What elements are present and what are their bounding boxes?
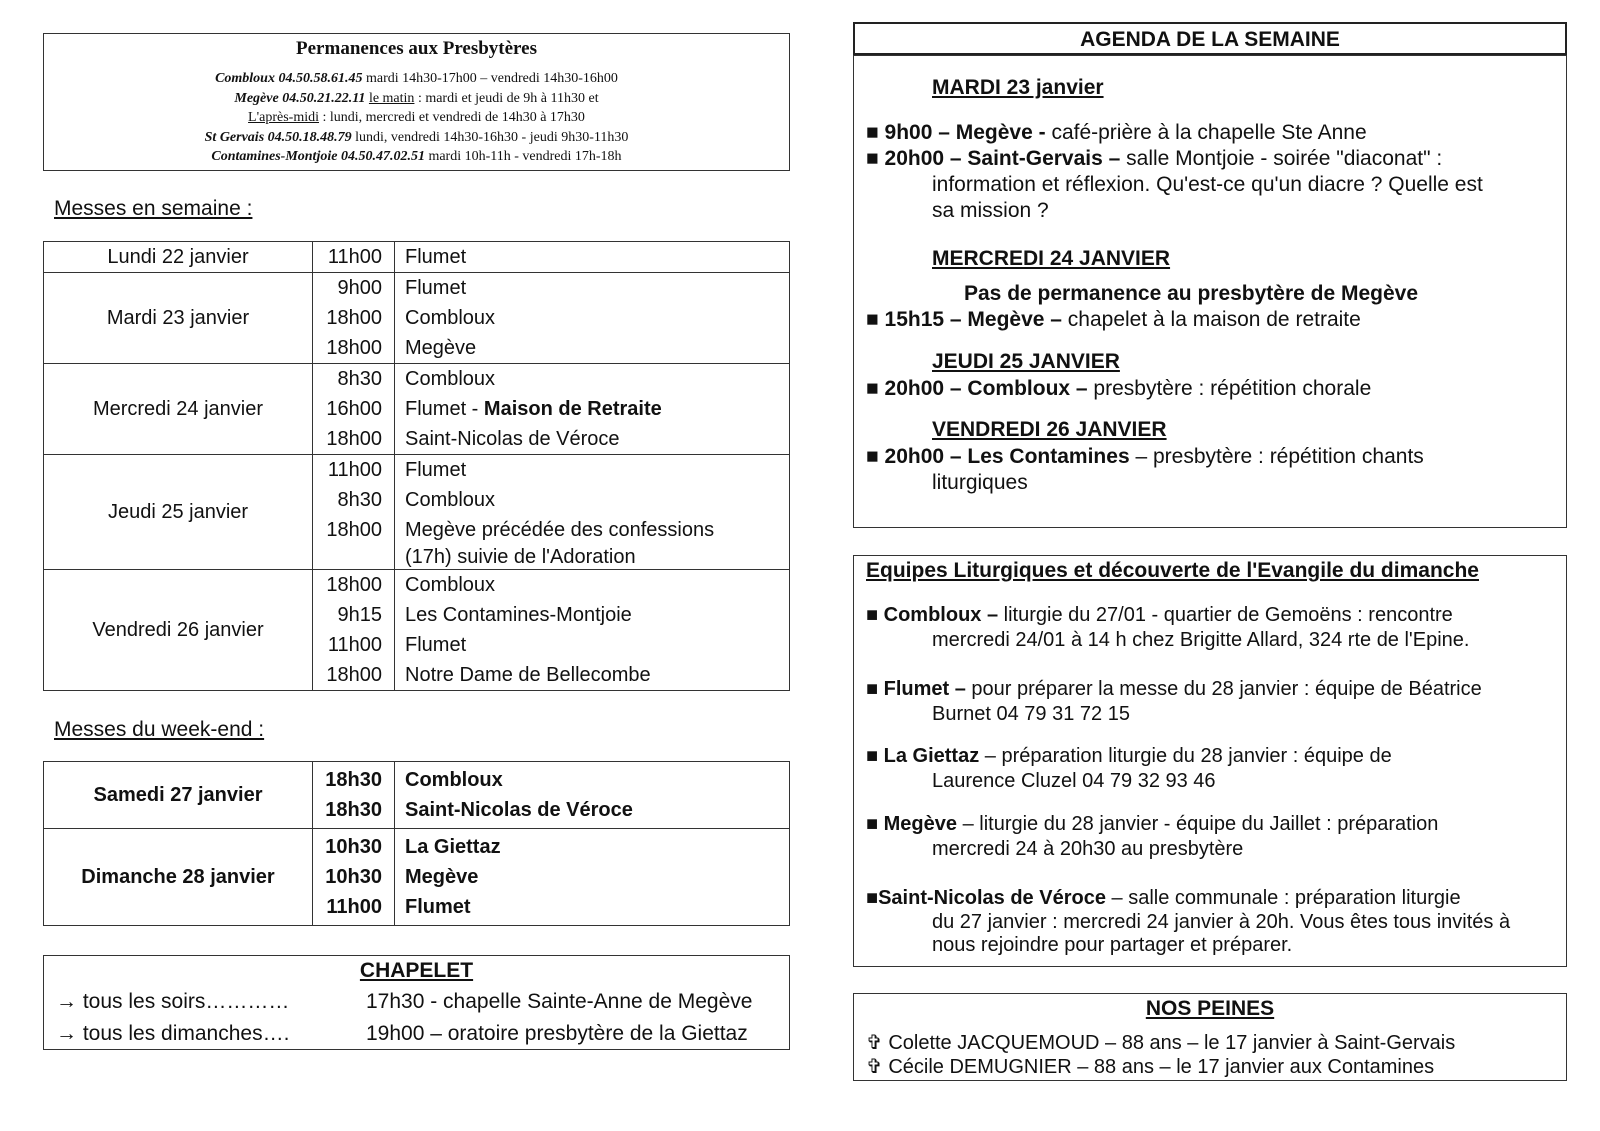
weekday-masses-heading: Messes en semaine : [54, 197, 253, 220]
day-cell: Vendredi 26 janvier [44, 570, 313, 691]
permanence-line [44, 108, 789, 128]
times-cell [313, 455, 395, 570]
permanences-box [43, 33, 790, 171]
agenda-day-heading: JEUDI 25 JANVIER [932, 350, 1120, 373]
mass-place: Combloux [405, 574, 496, 596]
agenda-entry-continued: liturgiques [932, 471, 1028, 494]
equipe-parish: ■Saint-Nicolas de Véroce [866, 887, 1106, 909]
peines-title: NOS PEINES [1145, 997, 1275, 1020]
agenda-day-heading: MARDI 23 janvier [932, 76, 1104, 99]
mass-place: Combloux [405, 769, 503, 791]
agenda-entry [866, 147, 1442, 171]
mass-time: 9h15 [337, 604, 382, 626]
equipe-item [866, 604, 1453, 627]
equipe-item-continued: mercredi 24/01 à 14 h chez Brigitte Allard, 324 rte de l'Epine. [932, 629, 1470, 651]
chapelet-title: CHAPELET [359, 959, 474, 982]
peine-item: ✞ Cécile DEMUGNIER – 88 ans – le 17 janvier aux Contamines [866, 1056, 1435, 1078]
mass-place: Megève précédée des confessions [405, 519, 715, 541]
mass-place-continued: (17h) suivie de l'Adoration [405, 546, 636, 568]
places-cell [395, 570, 790, 691]
agenda-entry [866, 377, 1371, 401]
places-cell [395, 762, 790, 829]
agenda-entry-time: ■ 20h00 – Combloux – [866, 377, 1088, 400]
mass-time: 18h00 [326, 664, 382, 686]
equipe-parish: ■ Combloux – [866, 604, 999, 626]
mass-place: Flumet [405, 277, 467, 299]
equipe-item-continued: nous rejoindre pour partager et préparer. [932, 934, 1293, 956]
table-row [44, 570, 790, 691]
parish-phone: 04.50.58.61.45 [278, 71, 363, 86]
parish-phone: 04.50.21.22.11 [282, 90, 366, 106]
permanence-hours: mardi 14h30-17h00 – vendredi 14h30-16h00 [362, 71, 618, 86]
weekend-masses-table [43, 761, 790, 926]
agenda-entry [866, 445, 1424, 469]
equipe-item [866, 745, 1392, 768]
day-cell: Lundi 22 janvier [44, 242, 313, 273]
chapelet-when: → tous les dimanches…. [56, 1022, 290, 1045]
agenda-title: AGENDA DE LA SEMAINE [853, 22, 1567, 55]
agenda-entry-text: café-prière à la chapelle Ste Anne [1045, 121, 1367, 144]
mass-place: La Giettaz [405, 836, 501, 858]
equipe-text: liturgie du 27/01 - quartier de Gemoëns : rencontre [998, 604, 1453, 626]
agenda-entry-time: ■ 15h15 – Megève – [866, 308, 1062, 331]
agenda-entry-continued: sa mission ? [932, 199, 1049, 222]
chapelet-when: → tous les soirs………… [56, 990, 290, 1013]
equipe-text: – liturgie du 28 janvier - équipe du Jaillet : préparation [957, 813, 1439, 835]
mass-place: Flumet [405, 896, 471, 918]
chapelet-what: 17h30 - chapelle Sainte-Anne de Megève [366, 990, 753, 1013]
times-cell [313, 762, 395, 829]
permanence-period: L'après-midi [248, 110, 319, 125]
permanence-hours: lundi, vendredi 14h30-16h30 - jeudi 9h30-11h30 [351, 129, 629, 145]
agenda-entry [866, 121, 1367, 145]
agenda-entry-time: ■ 20h00 – Saint-Gervais – [866, 147, 1121, 170]
peines-box [853, 993, 1567, 1081]
mass-time: 8h30 [337, 489, 382, 511]
mass-place [405, 394, 789, 424]
equipe-text: – salle communale : préparation liturgie [1105, 887, 1461, 909]
times-cell [313, 829, 395, 926]
equipe-text: pour préparer la messe du 28 janvier : équipe de Béatrice [965, 678, 1482, 700]
mass-time: 11h00 [326, 896, 382, 918]
times-cell [313, 364, 395, 455]
places-cell [395, 364, 790, 455]
mass-time: 10h30 [325, 866, 382, 888]
mass-place: Flumet [405, 634, 467, 656]
permanence-line [44, 147, 789, 167]
mass-place: Combloux [405, 307, 496, 329]
equipe-item [866, 887, 1461, 910]
mass-place: Combloux [405, 489, 496, 511]
mass-time: 18h00 [326, 337, 382, 359]
mass-place: Flumet [405, 246, 467, 268]
table-row [44, 455, 790, 570]
chapelet-what: 19h00 – oratoire presbytère de la Giettaz [366, 1022, 748, 1045]
mass-time: 11h00 [327, 246, 382, 268]
mass-time: 9h00 [337, 277, 382, 299]
mass-place-bold: Maison de Retraite [483, 398, 662, 420]
day-cell: Mardi 23 janvier [44, 273, 313, 364]
mass-place: Flumet [405, 459, 467, 481]
permanence-hours: : mardi et jeudi de 9h à 11h30 et [414, 90, 599, 106]
mass-time: 18h00 [326, 428, 382, 450]
equipe-parish: ■ Megève [866, 813, 958, 835]
mass-time: 10h30 [325, 836, 382, 858]
agenda-entry-text: presbytère : répétition chorale [1087, 377, 1372, 400]
mass-place: Saint-Nicolas de Véroce [405, 799, 633, 821]
parish-phone: 04.50.47.02.51 [340, 149, 425, 164]
mass-place: Megève [405, 337, 477, 359]
mass-place: Saint-Nicolas de Véroce [405, 428, 620, 450]
agenda-entry-text: – presbytère : répétition chants [1129, 445, 1424, 468]
table-row [44, 273, 790, 364]
day-cell: Mercredi 24 janvier [44, 364, 313, 455]
permanence-line [44, 128, 789, 148]
agenda-day-heading: VENDREDI 26 JANVIER [932, 418, 1167, 441]
equipe-item-continued: Laurence Cluzel 04 79 32 93 46 [932, 770, 1216, 792]
equipe-parish: ■ Flumet – [866, 678, 966, 700]
mass-place: Megève [405, 866, 479, 888]
mass-time: 8h30 [337, 368, 382, 390]
times-cell [313, 273, 395, 364]
mass-time: 11h00 [327, 459, 382, 481]
agenda-entry-continued: information et réflexion. Qu'est-ce qu'un diacre ? Quelle est [932, 173, 1483, 196]
mass-time: 11h00 [327, 634, 382, 656]
mass-time: 18h30 [325, 769, 382, 791]
mass-place: Les Contamines-Montjoie [405, 604, 632, 626]
table-row [44, 762, 790, 829]
chapelet-box [43, 955, 790, 1050]
mass-time: 18h00 [326, 307, 382, 329]
places-cell [395, 455, 790, 570]
equipe-item [866, 813, 1438, 836]
day-cell: Samedi 27 janvier [44, 762, 313, 829]
mass-place: Notre Dame de Bellecombe [405, 664, 651, 686]
equipe-item-continued: mercredi 24 à 20h30 au presbytère [932, 838, 1244, 860]
times-cell [313, 242, 395, 273]
equipes-title: Equipes Liturgiques et découverte de l'Evangile du dimanche [866, 559, 1479, 582]
mass-time: 18h00 [326, 519, 382, 541]
places-cell [395, 273, 790, 364]
permanences-title: Permanences aux Presbytères [296, 38, 537, 59]
agenda-day-heading: MERCREDI 24 JANVIER [932, 247, 1171, 270]
equipe-item-continued: du 27 janvier : mercredi 24 janvier à 20h. Vous êtes tous invités à [932, 911, 1511, 933]
day-cell: Dimanche 28 janvier [44, 829, 313, 926]
equipe-item [866, 678, 1482, 701]
permanence-hours: mardi 10h-11h - vendredi 17h-18h [424, 149, 622, 164]
equipe-text: – préparation liturgie du 28 janvier : équipe de [979, 745, 1392, 767]
agenda-entry-time: ■ 9h00 – Megève - [866, 121, 1046, 144]
day-cell: Jeudi 25 janvier [44, 455, 313, 570]
permanence-period: le matin [368, 90, 415, 106]
mass-time: 16h00 [326, 398, 382, 420]
permanence-line [44, 69, 789, 89]
parish-name: Combloux [215, 71, 275, 86]
chapelet-row [56, 1022, 748, 1046]
peine-item: ✞ Colette JACQUEMOUD – 88 ans – le 17 janvier à Saint-Gervais [866, 1032, 1456, 1054]
table-row [44, 364, 790, 455]
agenda-box [853, 55, 1567, 528]
weekend-masses-heading: Messes du week-end : [54, 718, 265, 741]
mass-time: 18h30 [325, 799, 382, 821]
equipe-item-continued: Burnet 04 79 31 72 15 [932, 703, 1130, 725]
weekday-masses-table [43, 241, 790, 691]
permanences-lines [44, 69, 789, 167]
spacer [313, 545, 382, 569]
equipes-box [853, 555, 1567, 967]
chapelet-row [56, 990, 753, 1014]
parish-name: St Gervais [204, 129, 265, 145]
mass-place-text: Flumet - [405, 398, 484, 420]
mass-time: 18h00 [326, 574, 382, 596]
parish-name: Contamines-Montjoie [211, 149, 338, 164]
agenda-entry-text: chapelet à la maison de retraite [1061, 308, 1361, 331]
agenda-note: Pas de permanence au presbytère de Megève [964, 282, 1419, 305]
places-cell [395, 829, 790, 926]
agenda-entry-time: ■ 20h00 – Les Contamines [866, 445, 1130, 468]
parish-phone: 04.50.18.48.79 [267, 129, 352, 145]
permanence-hours: : lundi, mercredi et vendredi de 14h30 à 17h30 [319, 110, 585, 125]
places-cell [395, 242, 790, 273]
agenda-entry-text: salle Montjoie - soirée "diaconat" : [1120, 147, 1443, 170]
equipe-parish: ■ La Giettaz [866, 745, 980, 767]
agenda-entry [866, 308, 1361, 332]
table-row [44, 242, 790, 273]
table-row [44, 829, 790, 926]
parish-name: Megève [234, 90, 279, 106]
permanence-line [44, 89, 789, 109]
times-cell [313, 570, 395, 691]
mass-place: Combloux [405, 368, 496, 390]
